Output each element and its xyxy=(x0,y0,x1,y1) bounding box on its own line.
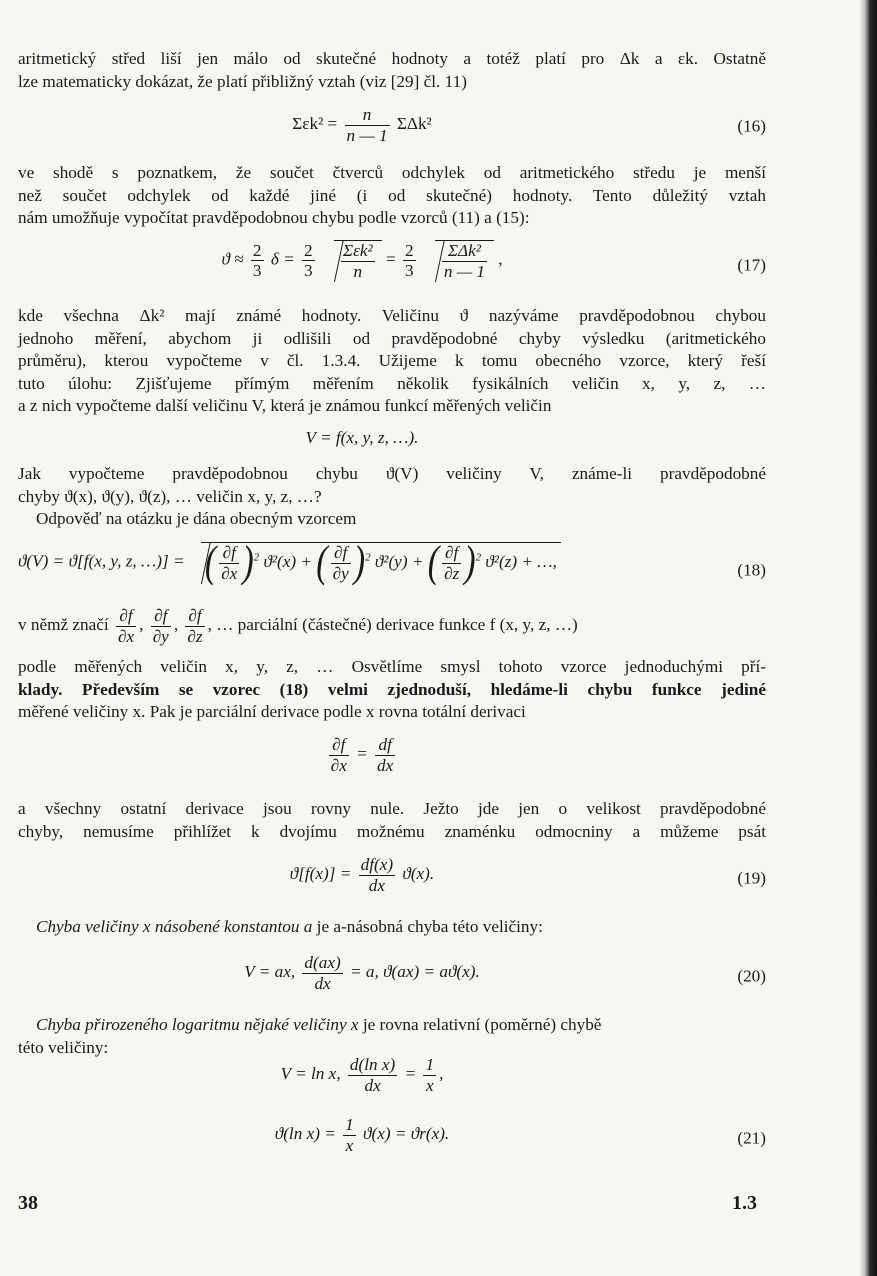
partial-fx xyxy=(116,606,136,647)
text-span: , … parciální (částečné) derivace funkce f (x, y, z, …) xyxy=(207,615,578,635)
equation-partial-total xyxy=(18,735,766,783)
equation-18 xyxy=(18,538,766,600)
paragraph-1 xyxy=(18,48,766,93)
den: 3 xyxy=(304,261,313,281)
text-line: měřené veličiny x. Pak je parciální derivace podle x rovna totální derivaci xyxy=(18,702,526,721)
page-number: 38 xyxy=(18,1192,38,1214)
fraction xyxy=(442,241,487,282)
num: ∂f xyxy=(219,543,239,564)
eq20-rhs: = a, ϑ(ax) = aϑ(x). xyxy=(349,962,480,982)
equation-number: (18) xyxy=(737,560,766,580)
italic-text: Chyba veličiny x násobené konstantou a xyxy=(36,917,313,936)
den: ∂x xyxy=(330,755,347,775)
paren: ) xyxy=(464,538,476,587)
text-line: tuto úlohu: Zjišťujeme přímým měřením několik fysikálních veličin x, y, z, … xyxy=(18,373,766,393)
partial-fz xyxy=(185,606,204,647)
term-x: ϑ²(x) + xyxy=(263,552,312,572)
num: d(ax) xyxy=(304,953,341,972)
eq17-theta: ϑ ≈ xyxy=(221,249,244,269)
text-line: ve shodě s poznatkem, že součet čtverců odchylek od aritmetického středu je menší xyxy=(18,163,766,182)
partial-fy xyxy=(151,606,171,647)
den: ∂z xyxy=(187,626,203,646)
equals: = xyxy=(385,249,396,269)
text-span: v němž značí xyxy=(18,615,109,635)
partial-fz xyxy=(442,543,461,584)
den: dx xyxy=(314,973,331,993)
fraction xyxy=(423,1055,436,1096)
eq17-delta: δ = xyxy=(270,249,295,269)
eq16-rhs: ΣΔk² xyxy=(396,114,432,134)
sqrt-sign xyxy=(334,240,382,282)
partial-fraction xyxy=(329,735,349,776)
fraction-2-3 xyxy=(251,241,264,282)
num: ∂f xyxy=(185,606,204,627)
fraction xyxy=(341,241,375,282)
text-line: než součet odchylek od každé jiné (i od skutečné) hodnoty. Tento důležitý vztah xyxy=(18,185,766,205)
paragraph-6 xyxy=(18,656,766,724)
fraction xyxy=(348,1055,397,1096)
paren: ) xyxy=(353,538,366,587)
num: 1 xyxy=(425,1055,435,1074)
den: n — 1 xyxy=(443,261,485,281)
term-z: ϑ²(z) + …, xyxy=(485,552,557,572)
eq-v-text: V = f(x, y, z, …). xyxy=(305,428,419,447)
equals: = xyxy=(356,744,368,764)
sqrt-sign: ( $\frac{\partial f}{\partial x}$ )$^2$ ϑ²(x) + ( $\frac{\partial f}{\partial y}$ )$^2$ ϑ²(y) + ( $\frac{\partial f}{\partial z}$ )$^2$ ϑ²(z) + …, xyxy=(201,542,561,584)
paragraph-5: v němž značí $\frac{\partial f}{\partial x}$ , $\frac{\partial f}{\partial y}$ , $\frac{\partial f}{\partial z}$ , … parciální (částečné) derivace funkce f (x, y, z, …) xyxy=(18,606,578,646)
equation-21a xyxy=(18,1055,766,1103)
text-span: je a-násobná chyba této veličiny: xyxy=(312,917,543,936)
text-line: Odpověď na otázku je dána obecným vzorcem xyxy=(36,509,357,528)
fraction xyxy=(302,953,342,994)
num: ∂f xyxy=(442,543,461,564)
equation-20 xyxy=(18,953,766,1001)
num: df(x) xyxy=(360,855,394,874)
text-line: nám umožňuje vypočítat pravděpodobnou chybu podle vzorců (11) a (15): xyxy=(18,208,530,227)
paren: ( xyxy=(316,538,328,587)
den: dx xyxy=(368,875,385,895)
partial-fy xyxy=(331,543,351,584)
eq16-lhs: Σεk² = xyxy=(292,114,338,134)
text-line: chyby ϑ(x), ϑ(y), ϑ(z), … veličin x, y, z, …? xyxy=(18,486,322,506)
equation-19 xyxy=(18,855,766,903)
paragraph-2 xyxy=(18,162,766,230)
num: ∂f xyxy=(331,543,351,564)
term-y: ϑ²(y) + xyxy=(374,552,424,572)
equation-number: (21) xyxy=(737,1128,766,1148)
text-line: této veličiny: xyxy=(18,1037,109,1057)
fraction-2-3 xyxy=(302,241,315,282)
num: Σεk² xyxy=(342,241,373,260)
num: ΣΔk² xyxy=(442,241,487,262)
text-span: je rovna relativní (poměrné) chybě xyxy=(358,1015,602,1034)
den: ∂y xyxy=(332,563,349,583)
den: ∂z xyxy=(444,563,460,583)
den: n xyxy=(353,261,363,281)
paren: ( xyxy=(427,538,440,587)
italic-text: Chyba přirozeného logaritmu nějaké veličiny x xyxy=(36,1015,359,1034)
equation-number: (19) xyxy=(737,868,766,888)
equals: = xyxy=(404,1064,417,1084)
num: 2 xyxy=(304,240,313,260)
num: 1 xyxy=(345,1115,354,1134)
num: df xyxy=(375,735,395,756)
section-number: 1.3 xyxy=(732,1192,757,1214)
eq20-lhs: V = ax, xyxy=(244,962,296,982)
paren: ( xyxy=(204,538,217,587)
num: ∂f xyxy=(151,606,171,627)
num: d(ln x) xyxy=(349,1055,396,1074)
text-line xyxy=(18,1014,766,1037)
equation-v xyxy=(18,427,766,455)
den: 3 xyxy=(252,261,262,281)
paragraph-4 xyxy=(18,463,766,531)
den: ∂y xyxy=(152,626,169,646)
text-line: lze matematicky dokázat, že platí přibližný vztah (viz [29] čl. 11) xyxy=(18,71,467,91)
eq16-fraction xyxy=(345,105,390,146)
fraction xyxy=(359,855,395,896)
text-line: chyby, nemusíme přihlížet k dvojímu možnému znaménku odmocniny a můžeme psát xyxy=(18,821,766,841)
den: x xyxy=(425,1075,434,1095)
partial-fx xyxy=(219,543,239,584)
den: ∂x xyxy=(117,626,135,646)
paragraph-8 xyxy=(18,916,766,939)
paragraph-7 xyxy=(18,798,766,843)
num: 2 xyxy=(404,240,414,260)
num: ∂f xyxy=(116,606,136,627)
eq18-lhs: ϑ(V) = ϑ[f(x, y, z, …)] = xyxy=(18,551,185,571)
eq21b-lhs: ϑ(ln x) = xyxy=(274,1124,336,1144)
eq21b-rhs: ϑ(x) = ϑr(x). xyxy=(363,1124,450,1144)
num: 2 xyxy=(252,240,262,260)
num: ∂f xyxy=(329,735,349,756)
eq16-den: n — 1 xyxy=(346,125,388,145)
equation-number: (17) xyxy=(737,255,766,275)
text-line: kde všechna Δk² mají známé hodnoty. Veličinu ϑ nazýváme pravděpodobnou chybou xyxy=(18,306,766,325)
equation-16 xyxy=(18,105,766,149)
equation-number: (20) xyxy=(737,966,766,986)
eq16-num: n xyxy=(345,105,390,126)
sqrt-sign xyxy=(435,240,494,282)
equation-21 xyxy=(18,1115,766,1163)
den: dx xyxy=(364,1075,381,1095)
paragraph-3 xyxy=(18,305,766,418)
eq19-rhs: ϑ(x). xyxy=(402,864,435,884)
eq19-lhs: ϑ[f(x)] = xyxy=(289,864,352,884)
den: dx xyxy=(377,755,394,775)
equation-number: (16) xyxy=(737,116,766,136)
comma: , xyxy=(498,249,503,269)
text-line: aritmetický střed liší jen málo od skutečné hodnoty a totéž platí pro Δk a εk. Ostatně xyxy=(18,49,766,68)
text-line: a z nich vypočteme další veličinu V, která je známou funkcí měřených veličin xyxy=(18,396,552,415)
fraction xyxy=(343,1115,356,1156)
fraction-2-3 xyxy=(403,241,416,282)
text-line: průměru), kterou vypočteme v čl. 1.3.4. Užijeme k tomu obecného vzorce, který řeší xyxy=(18,351,766,370)
text-line: jednoho měření, abychom ji odlišili od pravděpodobné chyby výsledku (aritmetického xyxy=(18,328,766,348)
text-line: Jak vypočteme pravděpodobnou chybu ϑ(V) veličiny V, známe-li pravděpodobné xyxy=(18,464,766,483)
den: ∂x xyxy=(221,563,238,583)
den: x xyxy=(345,1135,354,1155)
comma: , xyxy=(439,1064,444,1084)
eq21a-lhs: V = ln x, xyxy=(280,1064,341,1084)
paragraph-9 xyxy=(18,1014,766,1059)
den: 3 xyxy=(404,261,414,281)
paren: ) xyxy=(242,538,254,587)
book-spine-edge xyxy=(859,0,877,1276)
total-fraction xyxy=(375,735,395,776)
equation-17 xyxy=(18,240,766,292)
text-line: podle měřených veličin x, y, z, … Osvětlíme smysl tohoto vzorce jednoduchými pří- xyxy=(18,657,766,676)
text-line: klady. Především se vzorec (18) velmi zjednoduší, hledáme-li chybu funkce jediné xyxy=(18,679,766,699)
text-line: a všechny ostatní derivace jsou rovny nule. Ježto jde jen o velikost pravděpodobné xyxy=(18,799,766,818)
